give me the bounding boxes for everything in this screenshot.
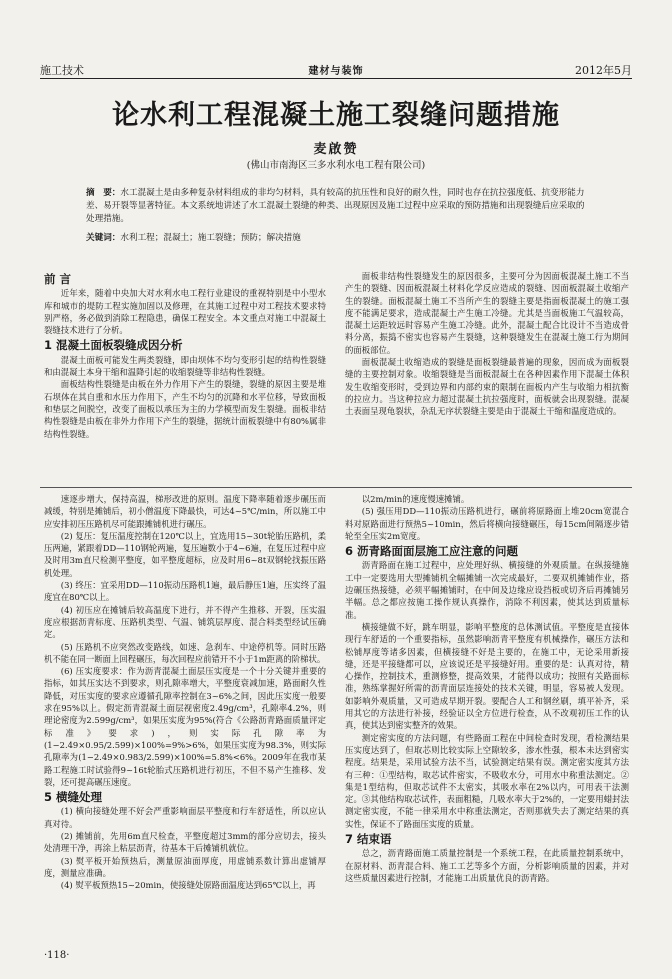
section-divider [40, 487, 632, 488]
paragraph: 面板混凝土收缩造成的裂缝是面板裂缝最普遍的现象，因而成为面板裂缝的主要控制对象。收缩裂缝是当面板混凝土在各种因素作用下混凝土体积发生收缩变形时，受到边界和内部约束的限制在面板内产生与收缩力相抗衡的拉应力。当这种拉应力超过混凝土抗拉强度时，面板就会出现裂缝。混凝土表面呈现龟裂状，杂乱无序状裂缝主要是由于混凝土干缩和温度造成的。 [345, 357, 629, 417]
paragraph: 速逐步增大，保持高温，梯形改进的原则。温度下降率随着逐步碾压而减缓，特别是摊铺后，初小僧温度下降最快，可达4~5℃/min，所以施工中应安排初压压路机尽可能跟摊铺机进行碾压。 [44, 494, 326, 529]
section-heading: 前 言 [44, 272, 72, 286]
paragraph: 沥青路面在施工过程中，应处理好纵、横接缝的外观质量。在纵接缝施工中一定要选用大型摊铺机全幅摊铺一次完成最好，二要双机摊铺作业，搭边碾压热接缝，必须平幅摊铺时，在中间及边缘应设挡板或切齐后再摊铺另半幅。总之都应按施工操作规认真操作，消除不利因素，使其达到质量标准。 [345, 560, 629, 620]
paragraph: (5) 强压用DD—110振动压路机进行，碾前将原路面上堆20cm宽混合料对原路面进行预热5~10min，然后将横向接缝碾压，每15cm间隔逐步错轮至全压实2m宽度。 [345, 506, 629, 541]
header-journal-name: 建材与装饰 [308, 66, 364, 77]
running-header [40, 60, 632, 79]
paragraph: (1) 横向接缝处理不好会严重影响面层平整度和行车舒适性，所以应认真对待。 [44, 806, 326, 829]
paragraph: (5) 压路机不应突然改变路线，如速、急刹车、中途停机等。同时压路机不能在同一断面上回程碾压，每次回程应前错开不小于1m距离的阶梯状。 [44, 641, 326, 664]
paragraph: (4) 初压应在摊铺后较高温度下进行，并不得产生推移、开裂，压实温度应根据沥青标度、压路机类型、气温、铺筑层厚度、混合料类型经试压确定。 [44, 604, 326, 640]
paragraph: (3) 终压：宜采用DD—110振动压路机1遍，最后静压1遍，压实终了温度宜在80℃以上。 [44, 580, 326, 603]
paragraph: (6) 压实度要求：作为沥青混凝土面层压实度是一个十分关键并重要的指标，如其压实达不到要求，则孔隙率增大，平整度衰减加速，路面耐久性降低，对压实度的要求应遵循孔隙率控制在3~6%之间，因此压实度一般要求在95%以上。假定沥青混凝土面层视密度2.49g/cm³，孔隙率4.2%，则理论密度为2.599g/cm³，如果压实度为95%(符合《公路沥青路面质量评定标准》要求)，则实际孔隙率为(1−2.49×0.95/2.599)×100%=9%>6%，如果压实度为98.3%，则实际孔隙率为(1−2.49×0.983/2.599)×100%=5.8%<6%。2009年在我市某路工程施工时试验得9~16t轮胎式压路机进行初压，不但不易产生推移、发裂，还可提高碾压速度。 [44, 666, 326, 787]
keywords-label: 关键词： [86, 233, 121, 243]
column-3 [44, 493, 326, 892]
paragraph: 面板非结构性裂缝发生的原因很多，主要可分为因面板混凝土施工不当产生的裂缝、因面板混凝土材料化学反应造成的裂缝、因面板混凝土收缩产生的裂缝。面板混凝土施工不当所产生的裂缝主要是指面板混凝土的施工强度不能满足要求，造成混凝土产生施工冷缝。尤其是当面板施工气温较高，混凝土运距较远时容易产生施工冷缝。此外，混凝土配合比设计不当造成骨料分离，振捣不密实也容易产生裂缝，这种裂缝发生在混凝土施工行为期间的面板部位。 [345, 271, 629, 355]
paragraph: (2) 摊铺前，先用6m直尺检查，平整度超过3mm的部分应切去，接头处清理干净，再涂上粘层沥青，待基本干后摊铺机就位。 [44, 831, 326, 854]
paragraph: 总之，沥青路面施工质量控制是一个系统工程，在此质量控制系统中，在原材料、沥青混合料、施工工艺等多个方面，分析影响质量的因素，并对这些质量因素进行控制，才能施工出质量优良的沥青路。 [345, 848, 629, 883]
header-date: 2012年5月 [575, 64, 632, 77]
paragraph: 横接缝做不好，跳车明显，影响平整度的总体测试值。平整度是直接体现行车舒适的一个重要指标，虽然影响沥青平整度有机械操作，碾压方法和松铺厚度等诸多因素，但横接缝不好是主要的，在施工中，无论采用新接缝，还是平接缝都可以，应该说还是平接缝好用。重要的是：认真对待，精心操作，控制技术，重测修整，提高效果，才能得以成功；按照有关路面标准，熟练掌握好所需的沥青面层连接处的技术关键，明显，容易被人发现。如影响外观质量，又可造成早期开裂。要配合人工和钢丝刷，填平补齐，采用其它的方法进行补接，经验证以全方位进行检查，从不改观初压工作的认真，使其达到密实整齐的效果。 [345, 621, 629, 731]
paragraph: 混凝土面板可能发生两类裂缝，即由坝体不均匀变形引起的结构性裂缝和由混凝土本身干缩和温降引起的收缩裂缝等非结构性裂缝。 [44, 354, 326, 378]
page-number: ·118· [44, 950, 70, 961]
column-4 [345, 493, 629, 884]
paragraph: (2) 复压：复压温度控制在120℃以上，宜选用15~30t轮胎压路机，柔压两遍，紧跟着DD—110钢轮两遍，复压遍数小于4~6遍，在复压过程中应及时用3m直尺检测平整度，如平整度超标，应及时用6~8t双钢轮找振压路机处理。 [44, 530, 326, 578]
abstract-label: 摘 要： [86, 188, 121, 198]
paragraph: 测定密实度的方法问题，有些路面工程在中间检查时发现，看检测结果压实度达到了，但取芯则比较实际上空隙较多，渗水性强，根本未达到密实程度。结果是，采用试验方法不当，试验测定结果有误。测定密实度其方法有三种：①型结构，取芯试件密实，不吸收水分，可用水中称重法测定。②集是1型结构，但取芯试件不太密实，其吸水率在2%以内，可用表干法测定。③其他结构取芯试件，表面粗糙，几吸水率大于2%的，一定要用蜡封法测定密实度，不能一律采用水中称重法测定，否则那就失去了测定结果的真实性，保证不了路面压实度的质量。 [345, 732, 629, 829]
paragraph: 以2m/min的速度慢速摊铺。 [361, 494, 470, 504]
article-title: 论水利工程混凝土施工裂缝问题措施 [112, 100, 560, 131]
section-heading: 7 结束语 [345, 832, 392, 847]
header-left: 施工技术 [40, 64, 84, 77]
paragraph: 近年来，随着中央加大对水利水电工程行业建设的重视特别是中小型水库和城市的堤防工程实施加固以及修理，在其施工过程中对工程技术要求特别严格，务必做到消除工程隐患，确保工程安全。本文重点对施工中混凝土裂缝技术进行了分析。 [44, 288, 326, 336]
affiliation: (佛山市南海区三多水利水电工程有限公司) [246, 160, 426, 171]
abstract [86, 187, 592, 226]
abstract-text: 水工混凝土是由多种复杂材料组成的非均匀材料，具有较高的抗压性和良好的耐久性，同时也存在抗拉强度低、抗变形能力差、易开裂等显著特征。本文系统地讲述了水工混凝土裂缝的种类、出现原因及施工过程中应采取的预防措施和出现裂缝后应采取的处理措施。 [86, 188, 585, 224]
section-heading: 5 横缝处理 [44, 790, 103, 805]
author: 麦啟赞 [313, 142, 359, 157]
section-heading: 1 混凝土面板裂缝成因分析 [44, 338, 183, 353]
column-1 [44, 270, 326, 440]
keywords [86, 231, 592, 243]
section-heading: 6 沥青路面面层施工应注意的问题 [345, 544, 519, 559]
keywords-text: 水利工程；混凝土；施工裂缝；预防；解决措施 [120, 233, 301, 243]
paragraph: (4) 熨平板预热15~20min，使接缝处原路面温度达到65℃以上，再 [60, 880, 316, 891]
paragraph: 面板结构性裂缝是由板在外力作用下产生的裂缝，裂缝的原因主要是堆石坝体在其自重和水压力作用下，产生不均匀的沉降和水平位移，导致面板和垫层之间脱空，改变了面板以承压为主的力学模型而发生裂缝。面板非结构性裂缝是由板在非外力作用下产生的裂缝，据统计面板裂缝中有80%属非结构性裂缝。 [44, 379, 326, 439]
paragraph: (3) 熨平板开始预热后，测量原油面厚度，用虚铺系数计算出虚铺厚度，测量应准确。 [44, 855, 326, 878]
column-2 [345, 270, 629, 418]
